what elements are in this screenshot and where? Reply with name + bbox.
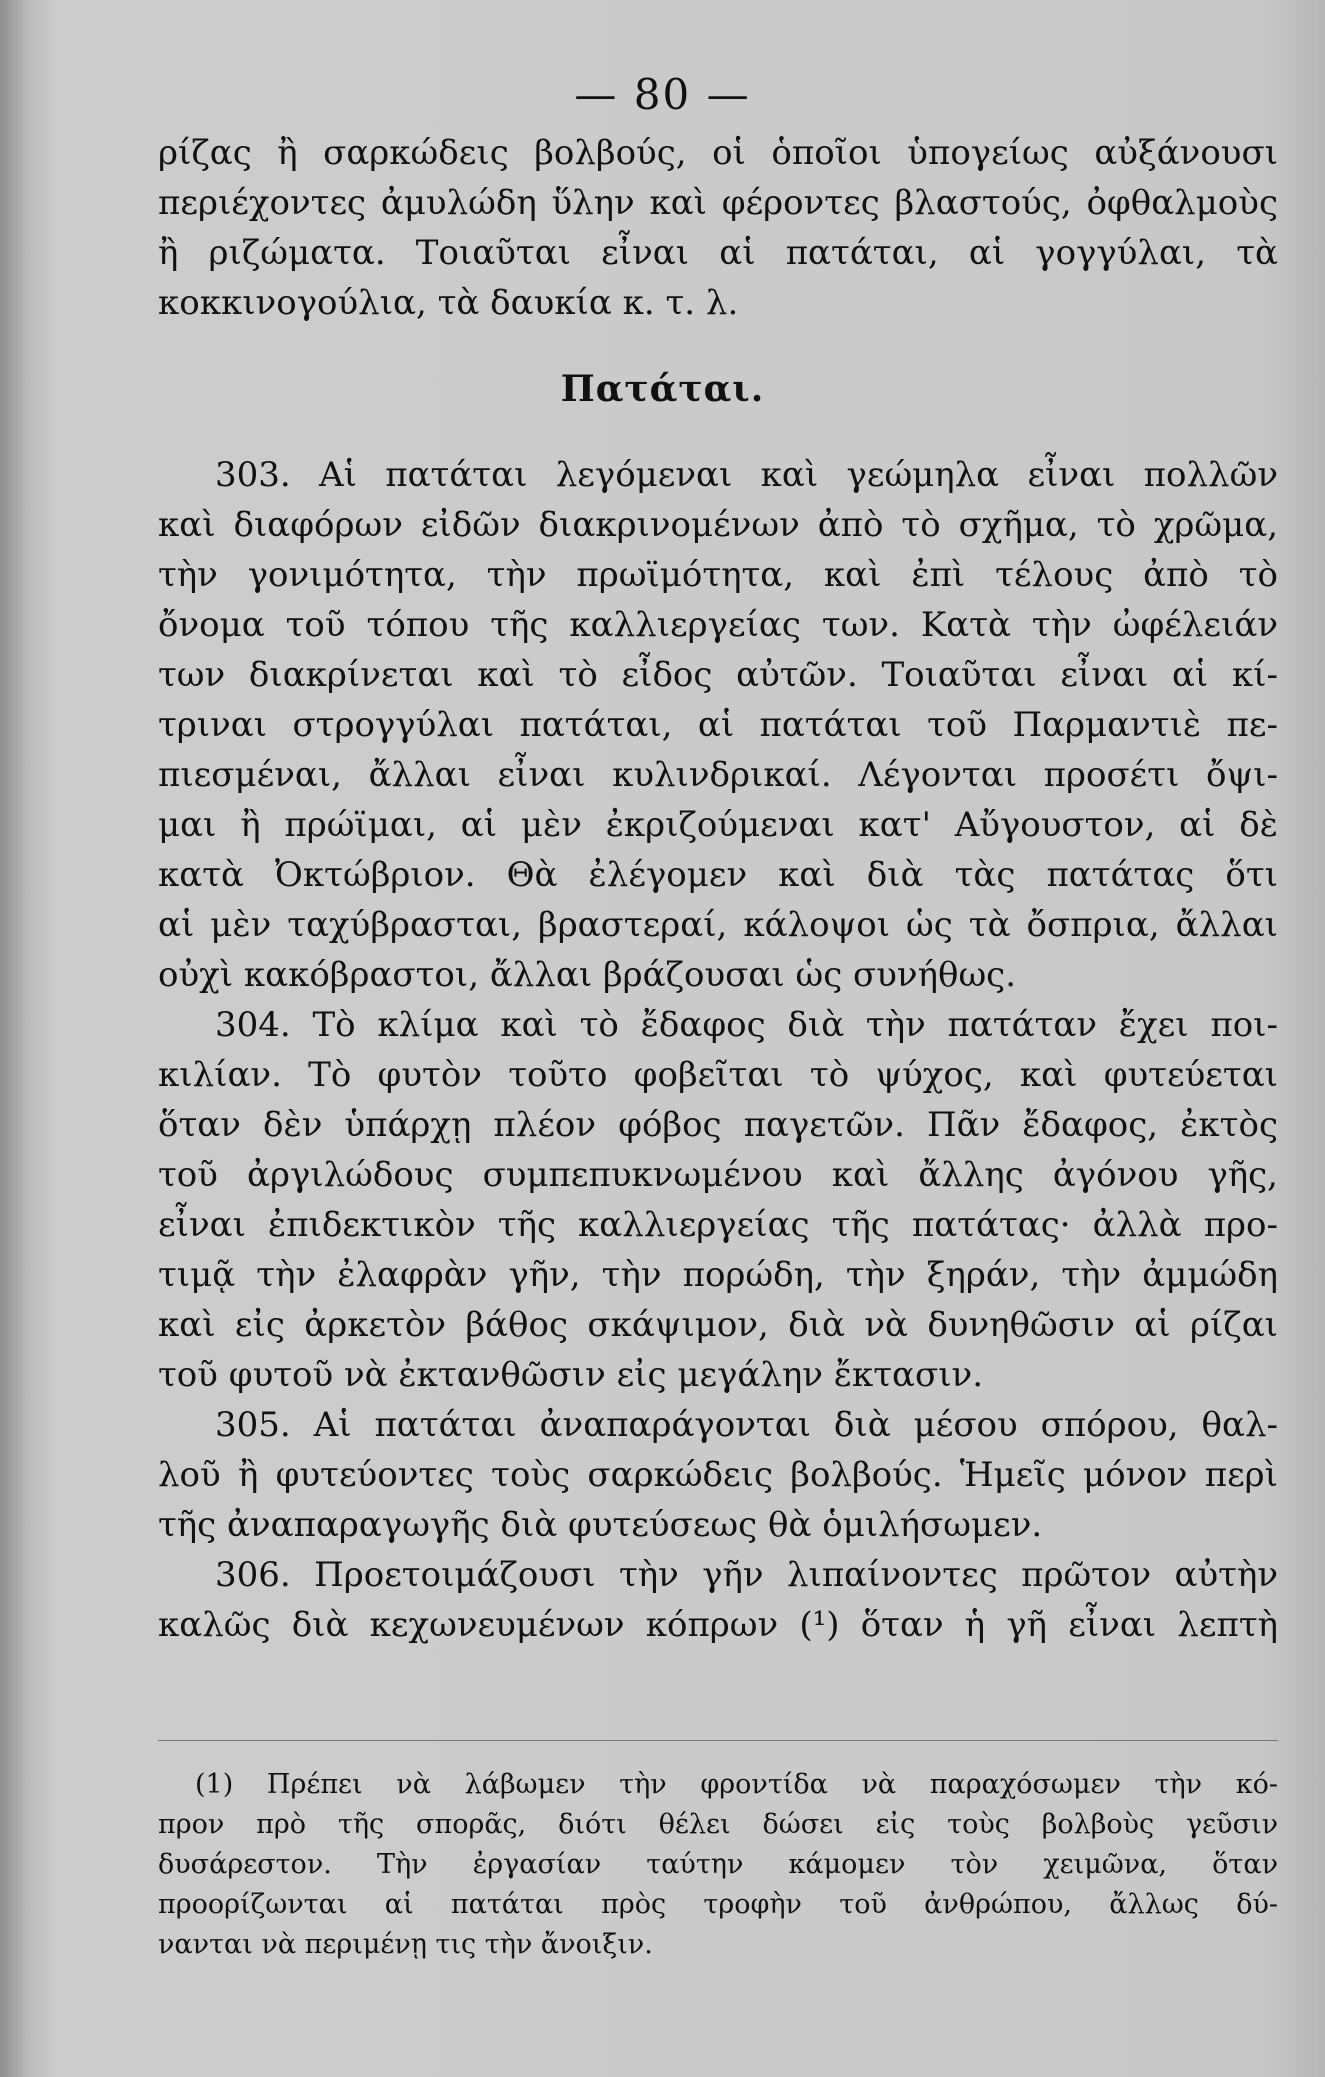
text-line: λοῦ ἢ φυτεύοντες τοὺς σαρκώδεις βολβούς. Ἡμεῖς μόνον περὶ <box>158 1455 1278 1495</box>
text-line: καὶ εἰς ἀρκετὸν βάθος σκάψιμον, διὰ νὰ δυνηθῶσιν αἱ ρίζαι <box>158 1305 1278 1345</box>
text-line: καλῶς διὰ κεχωνευμένων κόπρων (¹) ὅταν ἡ γῆ εἶναι λεπτὴ <box>158 1605 1278 1645</box>
footnote-line: προορίζωνται αἱ πατάται πρὸς τροφὴν τοῦ ἀνθρώπου, ἄλλως δύ- <box>158 1889 1278 1920</box>
text-line: ἢ ριζώματα. Τοιαῦται εἶναι αἱ πατάται, αἱ γογγύλαι, τὰ <box>158 233 1278 273</box>
text-line: μαι ἢ πρώϊμαι, αἱ μὲν ἐκριζούμεναι κατ' Αὔγουστον, αἱ δὲ <box>158 805 1278 845</box>
text-line: αἱ μὲν ταχύβρασται, βραστεραί, κάλοψοι ὡς τὰ ὄσπρια, ἄλλαι <box>158 905 1278 945</box>
footnote-line: (1) Πρέπει νὰ λάβωμεν τὴν φροντίδα νὰ παραχόσωμεν τὴν κό- <box>195 1769 1278 1800</box>
text-line: κιλίαν. Τὸ φυτὸν τοῦτο φοβεῖται τὸ ψύχος, καὶ φυτεύεται <box>158 1055 1278 1095</box>
paragraph-304-start: 304. Τὸ κλίμα καὶ τὸ ἔδαφος διὰ τὴν πατάταν ἔχει ποι- <box>215 1005 1278 1045</box>
text-line: κατὰ Ὀκτώβριον. Θὰ ἐλέγομεν καὶ διὰ τὰς πατάτας ὅτι <box>158 855 1278 895</box>
text-line: τριναι στρογγύλαι πατάται, αἱ πατάται τοῦ Παρμαντιὲ πε- <box>158 705 1278 745</box>
footnote-line: προν πρὸ τῆς σπορᾶς, διότι θέλει δώσει εἰς τοὺς βολβοὺς γεῦσιν <box>158 1809 1278 1840</box>
footnote-divider <box>158 1740 1278 1741</box>
section-heading: Πατάται. <box>560 368 765 410</box>
text-line: τὴν γονιμότητα, τὴν πρωϊμότητα, καὶ ἐπὶ τέλους ἀπὸ τὸ <box>158 555 1278 595</box>
text-line: ὅταν δὲν ὑπάρχῃ πλέον φόβος παγετῶν. Πᾶν ἔδαφος, ἐκτὸς <box>158 1105 1278 1145</box>
paragraph-306-start: 306. Προετοιμάζουσι τὴν γῆν λιπαίνοντες πρῶτον αὐτὴν <box>215 1555 1278 1595</box>
paragraph-303-start: 303. Αἱ πατάται λεγόμεναι καὶ γεώμηλα εἶναι πολλῶν <box>215 455 1278 495</box>
text-line: τοῦ φυτοῦ νὰ ἐκτανθῶσιν εἰς μεγάλην ἔκτασιν. <box>158 1355 984 1395</box>
text-line: κοκκινογούλια, τὰ δαυκία κ. τ. λ. <box>158 283 739 323</box>
text-line: τοῦ ἀργιλώδους συμπεπυκνωμένου καὶ ἄλλης ἀγόνου γῆς, <box>158 1155 1278 1195</box>
text-line: εἶναι ἐπιδεκτικὸν τῆς καλλιεργείας τῆς πατάτας· ἀλλὰ προ- <box>158 1205 1278 1245</box>
footnote-line: δυσάρεστον. Τὴν ἐργασίαν ταύτην κάμομεν τὸν χειμῶνα, ὅταν <box>158 1849 1278 1880</box>
paragraph-305-start: 305. Αἱ πατάται ἀναπαράγονται διὰ μέσου σπόρου, θαλ- <box>215 1405 1278 1445</box>
footnote-line: νανται νὰ περιμένῃ τις τὴν ἄνοιξιν. <box>158 1929 653 1960</box>
text-line: ὄνομα τοῦ τόπου τῆς καλλιεργείας των. Κατὰ τὴν ὠφέλειάν <box>158 605 1278 645</box>
text-line: οὐχὶ κακόβραστοι, ἄλλαι βράζουσαι ὡς συνήθως. <box>158 955 1017 995</box>
text-line: καὶ διαφόρων εἰδῶν διακρινομένων ἀπὸ τὸ σχῆμα, τὸ χρῶμα, <box>158 505 1278 545</box>
text-line: περιέχοντες ἀμυλώδη ὕλην καὶ φέροντες βλαστούς, ὀφθαλμοὺς <box>158 183 1278 223</box>
text-line: τῆς ἀναπαραγωγῆς διὰ φυτεύσεως θὰ ὁμιλήσωμεν. <box>158 1505 1043 1545</box>
text-line: ρίζας ἢ σαρκώδεις βολβούς, οἱ ὁποῖοι ὑπογείως αὐξάνουσι <box>158 133 1278 173</box>
page-number: — 80 — <box>574 70 751 119</box>
text-line: τιμᾷ τὴν ἐλαφρὰν γῆν, τὴν πορώδη, τὴν ξηράν, τὴν ἀμμώδη <box>158 1255 1278 1295</box>
text-line: πιεσμέναι, ἄλλαι εἶναι κυλινδρικαί. Λέγονται προσέτι ὄψι- <box>158 755 1278 795</box>
text-line: των διακρίνεται καὶ τὸ εἶδος αὐτῶν. Τοιαῦται εἶναι αἱ κί- <box>158 655 1278 695</box>
